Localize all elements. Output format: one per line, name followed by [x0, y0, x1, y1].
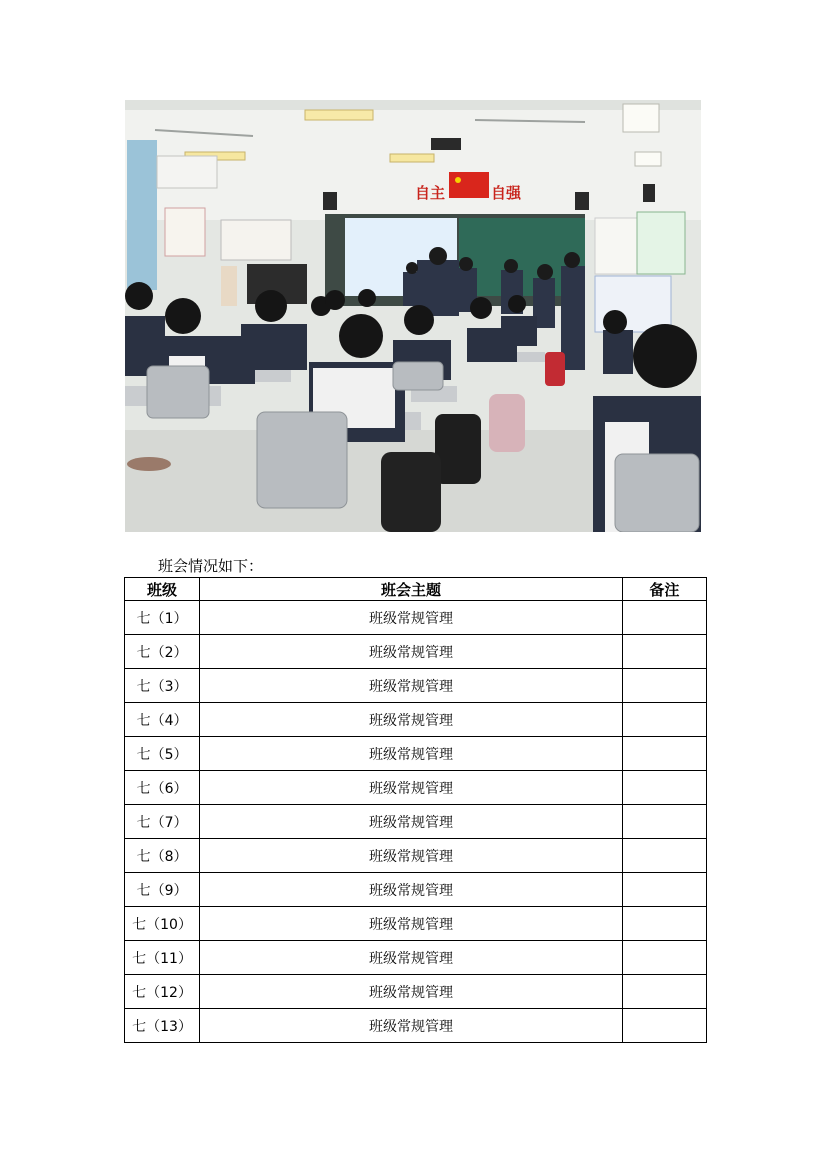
table-row [125, 975, 707, 1009]
cell-note [622, 907, 706, 941]
cell-class: 七（2） [125, 635, 200, 669]
cell-topic: 班级常规管理 [200, 635, 623, 669]
cell-topic: 班级常规管理 [200, 805, 623, 839]
table-row [125, 703, 707, 737]
table-row [125, 635, 707, 669]
cell-note [622, 805, 706, 839]
cell-topic: 班级常规管理 [200, 941, 623, 975]
cell-topic: 班级常规管理 [200, 1009, 623, 1043]
cell-class: 七（1） [125, 601, 200, 635]
table-row [125, 805, 707, 839]
cell-note [622, 601, 706, 635]
banner-text-left: 自主 [415, 184, 446, 202]
cell-class: 七（6） [125, 771, 200, 805]
cell-note [622, 873, 706, 907]
cell-class: 七（3） [125, 669, 200, 703]
classroom-scene [125, 100, 701, 532]
cell-note [622, 941, 706, 975]
cell-class: 七（11） [125, 941, 200, 975]
table-row [125, 839, 707, 873]
table-header-row [125, 578, 707, 601]
header-class: 班级 [125, 578, 200, 601]
cell-note [622, 771, 706, 805]
cell-topic: 班级常规管理 [200, 771, 623, 805]
national-flag [449, 172, 489, 198]
cell-class: 七（8） [125, 839, 200, 873]
table-row [125, 941, 707, 975]
table-row [125, 601, 707, 635]
cell-note [622, 635, 706, 669]
cell-class: 七（5） [125, 737, 200, 771]
banner-text-right: 自强 [491, 184, 522, 202]
table-row [125, 771, 707, 805]
cell-topic: 班级常规管理 [200, 873, 623, 907]
cell-note [622, 737, 706, 771]
cell-topic: 班级常规管理 [200, 907, 623, 941]
cell-topic: 班级常规管理 [200, 975, 623, 1009]
header-note: 备注 [622, 578, 706, 601]
class-meeting-table [124, 577, 707, 1043]
cell-note [622, 839, 706, 873]
cell-note [622, 1009, 706, 1043]
intro-text: 班会情况如下： [158, 557, 264, 575]
cell-note [622, 669, 706, 703]
cell-topic: 班级常规管理 [200, 839, 623, 873]
cell-topic: 班级常规管理 [200, 703, 623, 737]
table-row [125, 873, 707, 907]
table-row [125, 669, 707, 703]
header-topic: 班会主题 [200, 578, 623, 601]
cell-class: 七（10） [125, 907, 200, 941]
cell-topic: 班级常规管理 [200, 601, 623, 635]
cell-class: 七（12） [125, 975, 200, 1009]
table-row [125, 737, 707, 771]
cell-class: 七（4） [125, 703, 200, 737]
cell-topic: 班级常规管理 [200, 669, 623, 703]
cell-note [622, 975, 706, 1009]
cell-note [622, 703, 706, 737]
table-row [125, 907, 707, 941]
cell-topic: 班级常规管理 [200, 737, 623, 771]
classroom-photo [125, 100, 701, 532]
cell-class: 七（13） [125, 1009, 200, 1043]
cell-class: 七（7） [125, 805, 200, 839]
table-row [125, 1009, 707, 1043]
cell-class: 七（9） [125, 873, 200, 907]
